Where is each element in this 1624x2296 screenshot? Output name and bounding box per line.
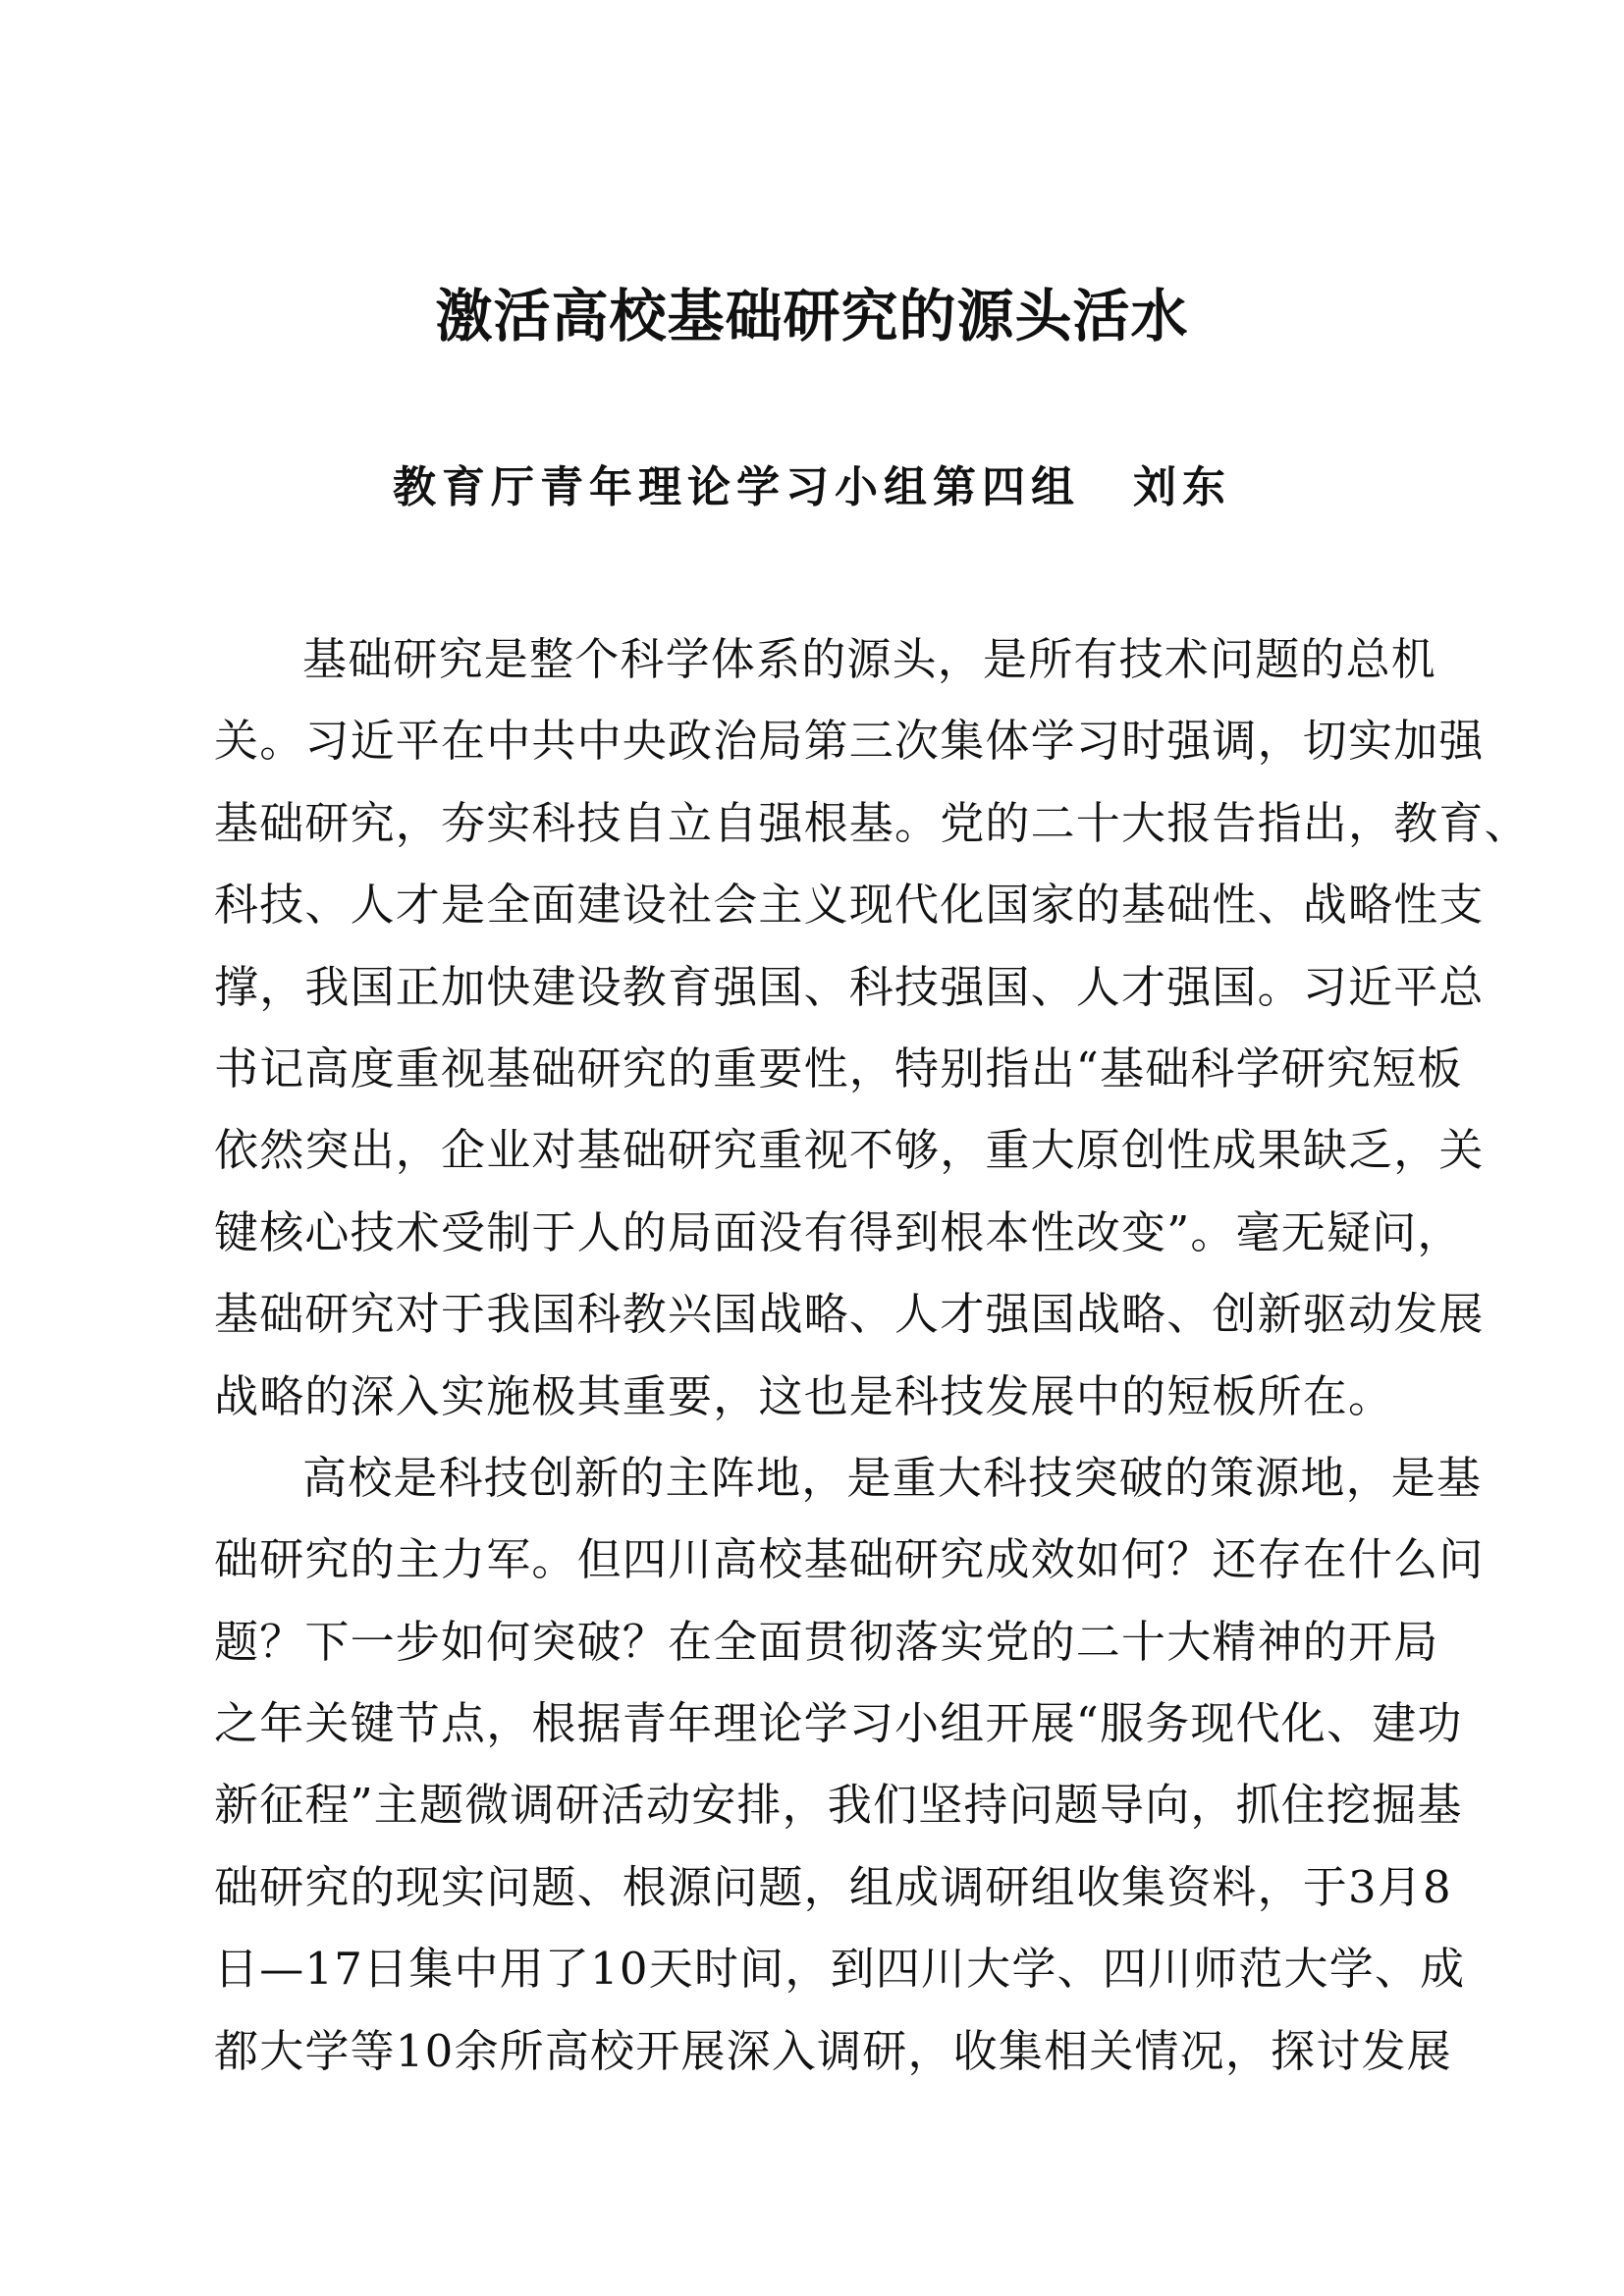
paragraph-1-line: 关。习近平在中共中央政治局第三次集体学习时强调，切实加强	[214, 715, 1485, 768]
paragraph-1-line: 键核心技术受制于人的局面没有得到根本性改变”。毫无疑问，	[214, 1205, 1463, 1258]
paragraph-2-line: 题？下一步如何突破？在全面贯彻落实党的二十大精神的开局	[214, 1615, 1439, 1668]
paragraph-2-line: 之年关键节点，根据青年理论学习小组开展“服务现代化、建功	[214, 1697, 1463, 1750]
paragraph-2-line: 高校是科技创新的主阵地，是重大科技突破的策源地，是基	[302, 1451, 1483, 1504]
paragraph-2-line: 都大学等10余所高校开展深入调研，收集相关情况，探讨发展	[214, 2024, 1452, 2077]
paragraph-1-line: 撑，我国正加快建设教育强国、科技强国、人才强国。习近平总	[214, 960, 1485, 1013]
article-body	[214, 618, 1530, 2092]
paragraph-1-line: 基础研究是整个科学体系的源头，是所有技术问题的总机	[302, 633, 1437, 685]
paragraph-1-line: 战略的深入实施极其重要，这也是科技发展中的短板所在。	[214, 1369, 1394, 1422]
paragraph-2-line: 础研究的主力军。但四川高校基础研究成效如何？还存在什么问	[214, 1533, 1485, 1586]
paragraph-2-line: 日—17日集中用了10天时间，到四川大学、四川师范大学、成	[214, 1943, 1466, 1996]
byline	[0, 454, 1624, 522]
paragraph-1-line: 基础研究，夯实科技自立自强根基。党的二十大报告指出，教育、	[214, 796, 1530, 849]
paragraph-1-line: 书记高度重视基础研究的重要性，特别指出“基础科学研究短板	[214, 1041, 1463, 1095]
byline-organization: 教育厅青年理论学习小组第四组	[393, 462, 1080, 512]
paragraph-1-line: 科技、人才是全面建设社会主义现代化国家的基础性、战略性支	[214, 879, 1485, 932]
paragraph-2-line: 础研究的现实问题、根源问题，组成调研组收集资料，于3月8	[214, 1860, 1452, 1913]
byline-author: 刘东	[1133, 462, 1231, 512]
paragraph-1-line: 依然突出，企业对基础研究重视不够，重大原创性成果缺乏，关	[214, 1124, 1485, 1177]
paragraph-1-line: 基础研究对于我国科教兴国战略、人才强国战略、创新驱动发展	[214, 1288, 1485, 1341]
page-title: 激活高校基础研究的源头活水	[435, 283, 1189, 349]
paragraph-2-line: 新征程”主题微调研活动安排，我们坚持问题导向，抓住挖掘基	[214, 1779, 1463, 1832]
